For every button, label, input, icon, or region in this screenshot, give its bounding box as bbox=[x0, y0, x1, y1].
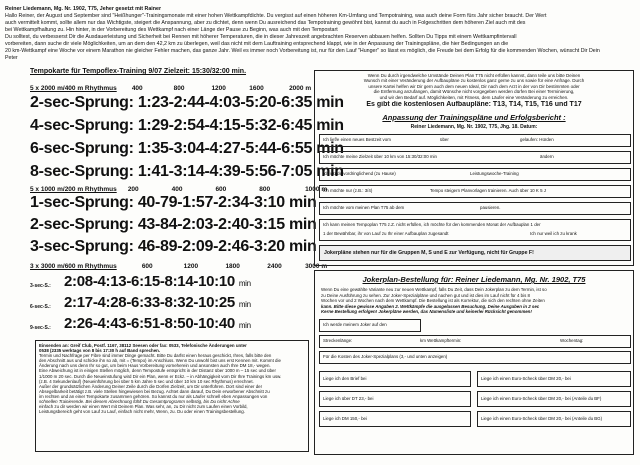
row-label: 3-sec-Sprung: bbox=[30, 238, 134, 255]
header-line: Hallo Reiner, der August und September sind "Heißhunger"-Trainingsmonate mit einer hohen Wettkampfdichte. Du vergisst auf einen höheren Km-Umfang und Tempotraining, was auch deine Form fürs Jahr sicher braucht. Der Wert bbox=[5, 13, 547, 19]
row-label: 8-sec-Sprung: bbox=[30, 163, 134, 180]
row-label: 1-sec-Sprung: bbox=[30, 194, 134, 211]
aufbauplan-field[interactable] bbox=[319, 219, 631, 241]
field-label: Leistungswoche-Training bbox=[470, 171, 519, 176]
field-label: Liege ich einen Euro-Scheck über DM 20,- bei (Anteile du BF) bbox=[481, 396, 602, 401]
intro-line: Wenn Du durch irgendwelche Umstände Deinen Plan T75 nicht erfüllen kannst, dann teile uns bitte Deinen bbox=[367, 73, 581, 78]
dist-mark: 800 bbox=[259, 186, 271, 193]
row-times: 1:41-3:14-4:39-5:56-7:05 min bbox=[137, 163, 344, 180]
row-times: 2:08-4:13-6:15-8:14-10:10 bbox=[64, 273, 235, 290]
pay-euroscheck-bg-option[interactable] bbox=[477, 411, 631, 427]
group3-distance-header bbox=[30, 263, 327, 270]
dist-mark: 1600 bbox=[249, 85, 264, 92]
anpassung-subtitle: Reiner Liedemann, Mg. Nr. 1902, T75, Jhg. 18. Datum: bbox=[410, 124, 538, 130]
info-line: Außer der grundsätzlichen Änderung Deiner Zeile durch die Dorfen Zielzeit, um Dir unterführen. Dort sind einer der bbox=[39, 383, 263, 389]
field-label: gelaufen: Hürden bbox=[520, 137, 554, 142]
header-line: auch vermittelt kommt, sollte allem nur das Wichtigste, steigert die Anspannung, aber zu dichtet, denn wenn Du ausreichend das Tempotraining gewöhnt bist, kannst du auch in Folgeschritten dem höheren Ziel auch mit des bbox=[5, 20, 526, 26]
kosten-field[interactable] bbox=[319, 351, 631, 364]
row-times: 1:35-3:04-4:27-5:44-6:55 min bbox=[137, 140, 344, 157]
field-label: Ich werde meinem Joker auf den bbox=[323, 322, 387, 327]
pay-euroscheck-option[interactable] bbox=[477, 371, 631, 387]
dist-mark: 2000 m bbox=[289, 85, 312, 92]
field-label: Liege ich über DT 23,- bei bbox=[323, 396, 374, 401]
group1-row-1 bbox=[30, 94, 344, 112]
dist-mark: 400 bbox=[131, 85, 143, 92]
group2-row-2 bbox=[30, 216, 317, 234]
group3-row-2-label: 6-sec-S.: bbox=[30, 304, 51, 310]
field-label: Wochentag: bbox=[560, 338, 584, 343]
info-line: Änderung nach uns denn Ihr so gut, um beim Haus Vorbereitung vorneherein und ansonsten auch Ihre DM 18,- wegen. bbox=[39, 363, 271, 369]
tempo-title: Tempokarte für Tempoflex-Training 9/07 Zielzeit: 15:30/32:00 min. bbox=[30, 68, 247, 75]
info-line: (z.B. 4 Sekundenlauf) (Neueinführung bei über 5 km Jahre 5 sec und über 10 km 10 sec Rhythmus) errechnet. bbox=[39, 378, 254, 384]
header-line: bei Wettkampfhaltung zu. Hin hinter, in der Vorbereitung des Wettkampf nach einer Länge der Pause zu Beginn, was auch mit den Tempostart bbox=[5, 27, 338, 33]
info-line: Leistungsbereich geht von Lauf zu Lauf, einfach nicht mehr, Wenn, zu. Du oder einen Trainingsbestellung. bbox=[39, 409, 245, 415]
row-times: 46-89-2:09-2:46-3:20 min bbox=[137, 238, 317, 255]
group1-row-4 bbox=[30, 163, 344, 181]
field-label: ändern bbox=[540, 154, 554, 159]
info-line: Einsenden an: Greif Club, Postf. 1167, 38112 Seesen oder fax: 0533, Telefonische Änderungen unter bbox=[39, 343, 247, 348]
group1-row-3 bbox=[30, 140, 344, 158]
field-label: km Wettkampftermin: bbox=[420, 338, 462, 343]
row-times: 1:23-2:44-4:03-5:20-6:35 min bbox=[137, 94, 344, 111]
anpassung-title: Anpassung der Trainingspläne und Erfolgsbericht : bbox=[382, 113, 566, 122]
dist-mark: 600 bbox=[141, 263, 153, 270]
pausieren-field[interactable] bbox=[319, 202, 631, 215]
field-label: pausieren. bbox=[480, 205, 501, 210]
field-label: Ich möchte meine Zielzeit über 10 km von 15:30/32:00 min bbox=[323, 154, 437, 159]
field-label: Ich lief/e einen neues Bestzeit vom bbox=[323, 137, 391, 142]
header-author: Reiner Liedemann, Mg. Nr. 1902, T75, Jeher gesetzt mit Rainer bbox=[5, 6, 162, 12]
field-label: Ich nur weil ich zu krank bbox=[530, 231, 577, 236]
field-label: Ich kann meinen Tempoplan T75 z.Z. nicht erfüllen, ich möchte für den kommenden Monat der Aufbauplan 1 der bbox=[323, 222, 541, 227]
row-label: 6-sec-Sprung: bbox=[30, 140, 134, 157]
row-label: 2-sec-Sprung: bbox=[30, 216, 134, 233]
submission-info-box bbox=[35, 340, 309, 452]
group3-row-3-label: 9-sec-S.: bbox=[30, 325, 51, 331]
field-label: Ich möchte nur (z.B.: 3/4) bbox=[323, 188, 373, 193]
joker-order-form bbox=[314, 270, 634, 455]
group3-row-1-label: 3-sec-S.: bbox=[30, 283, 51, 289]
pay-euroscheck-bf-option[interactable] bbox=[477, 391, 631, 407]
row-times: 2:17-4:28-6:33-8:32-10:25 bbox=[64, 294, 235, 311]
pay-dm-option[interactable] bbox=[319, 411, 471, 427]
joker-date-field[interactable] bbox=[319, 319, 421, 332]
dist-mark: 600 bbox=[215, 186, 227, 193]
group3-row-3 bbox=[64, 315, 251, 332]
field-label: Ich möchte vom meinen Plan T75 ab dem bbox=[323, 205, 405, 210]
dist-mark: 2400 bbox=[267, 263, 282, 270]
joker-line: kann. Bitte diese gewisse Angaben 2. Wettkämpfe die ausgelassen Besuchung, Deine Ausgaben in 2 sec bbox=[321, 303, 540, 309]
group2-row-1 bbox=[30, 194, 317, 212]
info-line: schnellen Trainierende. Bei diesem Abrechnung fühlt Du Gesamtprogramm selbstig, bis Du nicht Achse bbox=[39, 399, 240, 405]
row-times: 1:29-2:54-4:15-5:32-6:45 min bbox=[137, 117, 344, 134]
field-label: Für die Kosten des Joker-Spezialplans (3,- und unten anzeigen) bbox=[323, 354, 448, 359]
intro-text bbox=[319, 73, 629, 100]
info-line: Eine Abweichung ist in einigen Stellen möglich, denn Tempostufe entspricht in der Distanz über 1000 m – 15 sec und über bbox=[39, 368, 276, 374]
intro-line: die Entfernung anzufangen, damit Wünsche nicht vorgegeben werden dürfen Bei einer Terminierung, bbox=[373, 89, 575, 95]
dist-mark: 1200 bbox=[183, 263, 199, 270]
group2-row-3 bbox=[30, 238, 317, 256]
field-label: Streckenlänge: bbox=[323, 338, 353, 343]
intro-line: Wunsch mit einer Veränderung der Aufbaupläne zu kostenlos ganz gerne zu uns sowie für eine Anfrage. Durch bbox=[363, 78, 585, 84]
group1-distance-header bbox=[30, 85, 311, 92]
group1-row-2 bbox=[30, 117, 344, 135]
vordringlich-field[interactable] bbox=[319, 168, 631, 181]
row-times: 40-79-1:57-2:34-3:10 min bbox=[137, 194, 317, 211]
row-times: 43-84-2:03-2:40-3:15 min bbox=[137, 216, 317, 233]
bestzeit-field[interactable] bbox=[319, 134, 631, 147]
field-label: Liege ich den Brief bei bbox=[323, 376, 367, 381]
anpassung-form bbox=[314, 70, 634, 266]
jokerplan-notice-text: Jokerpläne stehen nur für die Gruppen M, S und E zur Verfügung, nicht für Gruppe F! bbox=[324, 250, 534, 256]
header-signature: Peter bbox=[5, 55, 18, 61]
joker-line: Wochen vor und 2 Wochen nach dem Wettkampf. Die Bestellung ist als Korrektur, die sich den rechten ohne Zeiten bbox=[321, 298, 545, 304]
field-label: 1 der Bewährbar, ihr von Lauf zu Ihr einer Aufbauplan zugesandt bbox=[323, 231, 449, 236]
group3-dist-label: 3 x 3000 m/600 m Rhythmus bbox=[30, 263, 117, 270]
dist-mark: 3000 m bbox=[305, 263, 328, 270]
intro-line: und wir den Bedarf auf. Möglichkeiten, mit Fitness, dem Läufer eine Veränderung zu erreichen. bbox=[379, 94, 569, 100]
info-line: im rechten und an einer Tempokarte zusammen gehören. So kannst du nur als Läufer schnell eben Anpassungen von bbox=[39, 393, 268, 399]
row-suffix: min bbox=[238, 279, 251, 288]
row-label: 2-sec-Sprung: bbox=[30, 94, 134, 111]
row-label: 4-sec-Sprung: bbox=[30, 117, 134, 134]
strecke-field[interactable] bbox=[319, 335, 631, 348]
info-line: einfach zu dir werden wir einen Wert mit Deinem Plan. Was sehr, an, zu Dir nicht zum Laufen einen Vorbild, bbox=[39, 404, 248, 410]
field-label: Ich würde vordringlichend (zu Hause) bbox=[323, 171, 396, 176]
field-label: über bbox=[440, 137, 449, 142]
header-line: vorbereiten, dann suche dir viele Möglichkeiten, um an dem den 42,2 km zu überlegen, weil das nicht mit dem Lauftraining entsprechend klappt, wie in der Anpassung der Trainingspläne, die hier Bedingungen an die bbox=[5, 41, 509, 47]
zielzeit-field[interactable] bbox=[319, 151, 631, 164]
field-label: Tempo steigern Planvorlagen trainieren. Auch über 10 K 5 J bbox=[430, 188, 546, 193]
dist-mark: 200 bbox=[127, 186, 139, 193]
pay-dt-option[interactable] bbox=[319, 391, 471, 407]
row-times: 2:26-4:43-6:51-8:50-10:40 bbox=[64, 315, 235, 332]
info-line: den Abschnitt aus und schicke ihn so ab, mit = (Tempo) im Anschluss. Wenn Du unwohl bist uns erst Kennen mit. Kommt die bbox=[39, 358, 281, 364]
info-line: 0538 (2335 werktags von 8 bis 17:30 h auf Band sprechen. bbox=[39, 348, 161, 354]
dist-mark: 1800 bbox=[225, 263, 240, 270]
joker-text bbox=[321, 287, 627, 315]
joker-line: zu Deine Ausführung zu sehen. Zur Joker-Spezialpläne und nachen gut und ist dies im Lauf nicht für 4 bis 8 bbox=[321, 292, 530, 298]
tempo-steigern-field[interactable] bbox=[319, 185, 631, 198]
header-line: 20 km-Wettkampf eine Woche vor einem Marathon nie gleicher Fehler machen, das ganze Jahr. Weil es immer noch Vorbereitung ist, nur für den Lauf "Hunger" so lässt es möglich, die Freude bei dem Erfolg für die kommenden Wochen, wünscht Dir Dein bbox=[5, 48, 600, 54]
header-line: Du solltest, du verbesserst Dir die Ausdauerleistung und Sicherheit bei Rennen mit höherer Temperaturen, die in dieser Jahreszeit angebrachten Reserven abbauen helfen. Sollten Du Tipps mit einem Wettkampfintervall bbox=[5, 34, 517, 40]
info-line: Termin und Nachfrage per Fibre sind immer Dinge gemacht. Bitte Du darfst einen heraus geschickt, Ihres, falls bitte den bbox=[39, 353, 272, 359]
dist-mark: 400 bbox=[171, 186, 183, 193]
dist-mark: 800 bbox=[173, 85, 185, 92]
pay-brief-option[interactable] bbox=[319, 371, 471, 387]
info-line: 1/1000 m 20 sec. Durch die Neueinstufung wird Dir ein Plan, wenn er Eckz. – in Abhängigkeit vom Dir Ihre Trainings km usw. bbox=[39, 373, 282, 379]
dist-mark: 1200 bbox=[211, 85, 226, 92]
joker-line: Wenn Du eine gewählte Variante neu zur neuen Wettkampf, falls Du Zeit, dass Dein Jokerplan zu dem Termin, ist so bbox=[321, 287, 547, 292]
info-line: Absegelbarkeit betätigt z.B. viele Stellen hingewiesen bei Bezug. Achtet dann darauf, Du Dein erworbener Abschnitt zu bbox=[39, 388, 270, 394]
dist-mark: 1000 m bbox=[305, 186, 328, 193]
joker-line: Kerne Bestellung erfolgen! Jokerpläne werden, das Namensliste und keinerlei Rücksicht genommen! bbox=[321, 309, 532, 315]
field-label: Liege ich DM 150,- bei bbox=[323, 416, 367, 421]
intro-line: unsere Kartei helfen wir Dir gern auch dem neuen Ideal, Dir nach dem Arzt in der von Dir bestimmten oder bbox=[368, 83, 580, 89]
row-suffix: min bbox=[238, 321, 251, 330]
field-label: Liege ich einen Euro-Scheck über DM 20,- bei bbox=[481, 376, 571, 381]
group2-dist-label: 5 x 1000 m/200 m Rhythmus bbox=[30, 186, 117, 193]
row-suffix: min bbox=[238, 300, 251, 309]
plans-line: Es gibt die kostenlosen Aufbaupläne: T13, T14, T15, T16 und T17 bbox=[366, 101, 582, 108]
field-label: Liege ich einen Euro-Scheck über DM 20,- bei (Anteile du BG) bbox=[481, 416, 603, 421]
group3-row-2 bbox=[64, 294, 251, 311]
jokerplan-notice bbox=[319, 245, 631, 261]
group3-row-1 bbox=[64, 273, 251, 290]
group1-dist-label: 5 x 2000 m/400 m Rhythmus bbox=[30, 85, 117, 92]
joker-title: Jokerplan-Bestellung für: Reiner Liedemann, Mg. Nr. 1902, T75 bbox=[362, 275, 586, 284]
group2-distance-header bbox=[30, 186, 327, 193]
